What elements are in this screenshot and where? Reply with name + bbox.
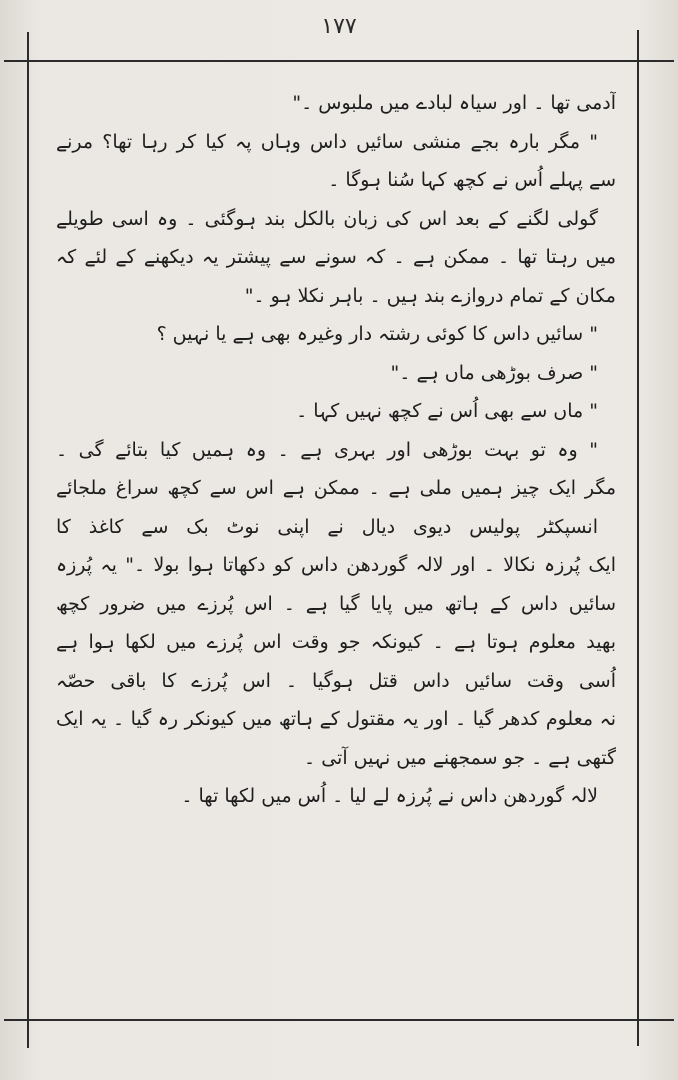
- text-line: سائیں داس کے ہاتھ میں پایا گیا ہے ۔ اس پُرزے میں ضرور کچھ: [56, 592, 616, 615]
- text-line: ایک پُرزہ نکالا ۔ اور لالہ گوردھن داس کو دکھاتا ہوا بولا ۔" یہ پُرزہ: [56, 554, 616, 576]
- right-rule: [637, 30, 639, 1046]
- text-line: " ماں سے بھی اُس نے کچھ نہیں کہا ۔: [296, 400, 598, 422]
- text-line: گتھی ہے ۔ جو سمجھنے میں نہیں آتی ۔: [304, 746, 616, 769]
- left-rule: [27, 32, 29, 1048]
- text-line: مکان کے تمام دروازے بند ہیں ۔ باہر نکلا ہو ۔": [244, 284, 616, 307]
- text-line: گولی لگنے کے بعد اس کی زبان بالکل بند ہوگئی ۔ وہ اسی طویلے: [56, 207, 598, 230]
- text-line: " وہ تو بہت بوڑھی اور بہری ہے ۔ وہ ہمیں کیا بتائے گی ۔: [56, 438, 598, 461]
- text-line: " مگر بارہ بجے منشی سائیں داس وہاں پہ کیا کر رہا تھا؟ مرنے: [56, 130, 598, 153]
- text-line: " صرف بوڑھی ماں ہے ۔": [390, 361, 598, 384]
- text-line: انسپکٹر پولیس دیوی دیال نے اپنی نوٹ بک سے کاغذ کا: [56, 515, 598, 538]
- bottom-rule: [4, 1019, 674, 1021]
- text-line: مگر ایک چیز ہمیں ملی ہے ۔ ممکن ہے اس سے کچھ سراغ ملجائے: [56, 477, 616, 499]
- urdu-text-block: [56, 84, 616, 1004]
- text-line: لالہ گوردھن داس نے پُرزہ لے لیا ۔ اُس میں لکھا تھا ۔: [181, 785, 598, 807]
- top-rule: [4, 60, 674, 62]
- text-line: نہ معلوم کدھر گیا ۔ اور یہ مقتول کے ہاتھ میں کیونکر رہ گیا ۔ یہ ایک: [56, 708, 616, 730]
- text-line: آدمی تھا ۔ اور سیاہ لبادے میں ملبوس ۔": [292, 92, 616, 114]
- page-number: ۱۷۷: [321, 14, 357, 39]
- text-line: میں رہتا تھا ۔ ممکن ہے ۔ کہ سونے سے پیشتر یہ دیکھنے کے لئے کہ: [56, 246, 616, 268]
- text-line: اُسی وقت سائیں داس قتل ہوگیا ۔ اس پُرزے کا باقی حصّہ: [56, 669, 616, 692]
- text-line: سے پہلے اُس نے کچھ کہا سُنا ہوگا ۔: [328, 169, 616, 191]
- text-line: بھید معلوم ہوتا ہے ۔ کیونکہ جو وقت اس پُرزے میں لکھا ہوا ہے: [56, 631, 616, 653]
- text-line: " سائیں داس کا کوئی رشتہ دار وغیرہ بھی ہے یا نہیں ؟: [156, 323, 598, 345]
